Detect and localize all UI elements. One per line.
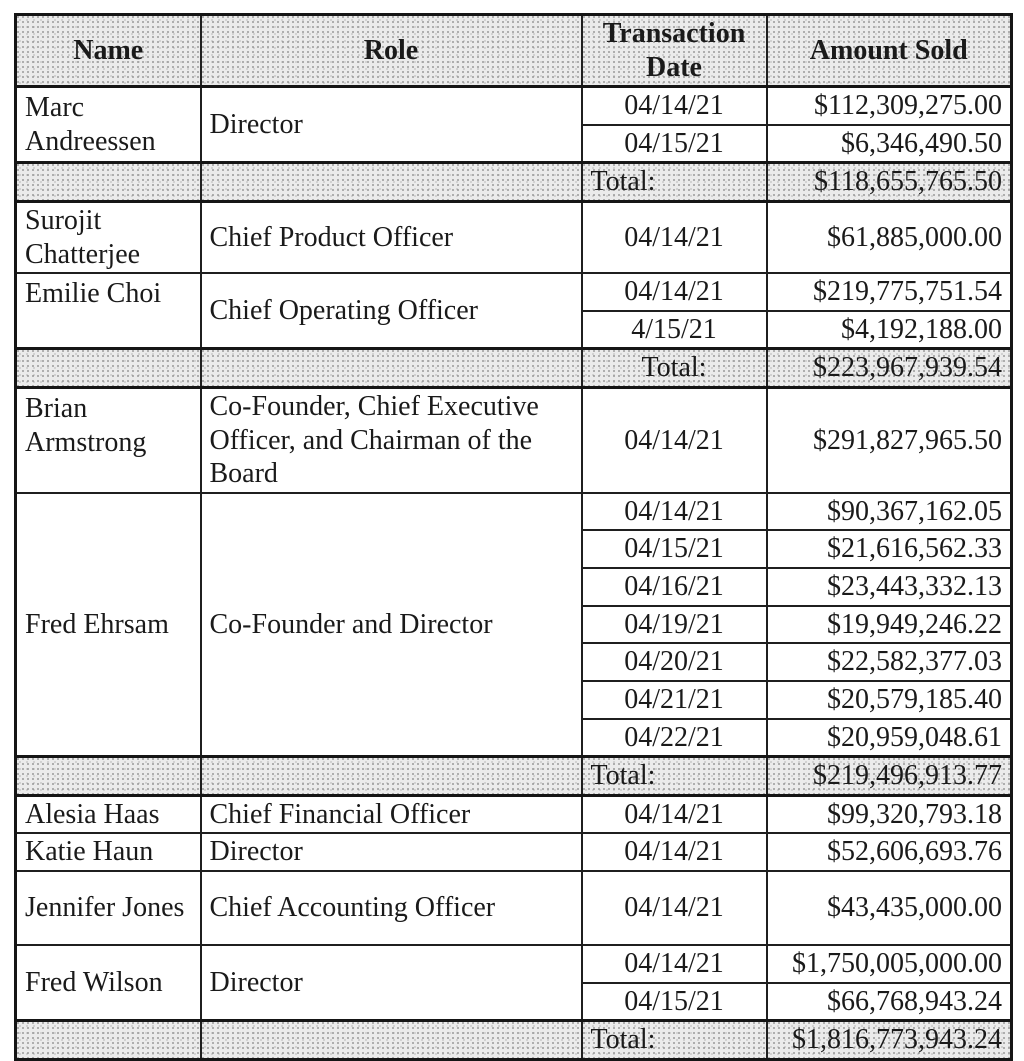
role-cell: Co-Founder and Director	[201, 493, 582, 757]
amount-cell: $43,435,000.00	[767, 871, 1012, 945]
date-cell: 04/16/21	[582, 568, 767, 606]
amount-cell: $19,949,246.22	[767, 606, 1012, 644]
amount-cell: $90,367,162.05	[767, 493, 1012, 531]
table-row	[16, 201, 1012, 273]
header-amount-sold: Amount Sold	[767, 15, 1012, 87]
total-label-cell: Total:	[582, 1021, 767, 1060]
amount-cell: $66,768,943.24	[767, 983, 1012, 1021]
amount-cell: $291,827,965.50	[767, 387, 1012, 492]
name-cell: Fred Wilson	[16, 945, 201, 1021]
role-cell: Director	[201, 87, 582, 163]
total-label-cell: Total:	[582, 757, 767, 796]
insider-sales-table	[14, 13, 1013, 1061]
total-row	[16, 757, 1012, 796]
amount-cell: $20,959,048.61	[767, 719, 1012, 757]
table-row	[16, 87, 1012, 125]
date-cell: 04/20/21	[582, 643, 767, 681]
header-transaction-date: Transaction Date	[582, 15, 767, 87]
date-cell: 04/14/21	[582, 87, 767, 125]
amount-cell: $4,192,188.00	[767, 311, 1012, 349]
total-spacer-role	[201, 349, 582, 388]
total-row	[16, 163, 1012, 202]
total-amount-cell: $223,967,939.54	[767, 349, 1012, 388]
date-cell: 04/22/21	[582, 719, 767, 757]
total-spacer-name	[16, 1021, 201, 1060]
date-cell: 04/14/21	[582, 833, 767, 871]
date-cell: 4/15/21	[582, 311, 767, 349]
table-row	[16, 795, 1012, 833]
amount-cell: $23,443,332.13	[767, 568, 1012, 606]
date-cell: 04/14/21	[582, 871, 767, 945]
total-label-cell: Total:	[582, 163, 767, 202]
total-amount-cell: $219,496,913.77	[767, 757, 1012, 796]
date-cell: 04/21/21	[582, 681, 767, 719]
name-cell: Surojit Chatterjee	[16, 201, 201, 273]
amount-cell: $61,885,000.00	[767, 201, 1012, 273]
amount-cell: $21,616,562.33	[767, 530, 1012, 568]
total-row	[16, 1021, 1012, 1060]
total-spacer-name	[16, 757, 201, 796]
total-label-cell: Total:	[582, 349, 767, 388]
role-cell: Co-Founder, Chief Executive Officer, and Chairman of the Board	[201, 387, 582, 492]
table-row	[16, 493, 1012, 531]
role-cell: Chief Accounting Officer	[201, 871, 582, 945]
total-spacer-name	[16, 349, 201, 388]
date-cell: 04/14/21	[582, 273, 767, 311]
total-spacer-role	[201, 163, 582, 202]
amount-cell: $6,346,490.50	[767, 125, 1012, 163]
total-amount-cell: $1,816,773,943.24	[767, 1021, 1012, 1060]
name-cell: Emilie Choi	[16, 273, 201, 349]
total-row	[16, 349, 1012, 388]
table-row	[16, 833, 1012, 871]
name-cell: Katie Haun	[16, 833, 201, 871]
date-cell: 04/14/21	[582, 493, 767, 531]
table-row	[16, 273, 1012, 311]
date-cell: 04/15/21	[582, 983, 767, 1021]
name-cell: Fred Ehrsam	[16, 493, 201, 757]
date-cell: 04/14/21	[582, 201, 767, 273]
role-cell: Director	[201, 945, 582, 1021]
role-cell: Chief Product Officer	[201, 201, 582, 273]
name-cell: Jennifer Jones	[16, 871, 201, 945]
date-cell: 04/15/21	[582, 125, 767, 163]
date-cell: 04/19/21	[582, 606, 767, 644]
name-cell: Alesia Haas	[16, 795, 201, 833]
total-amount-cell: $118,655,765.50	[767, 163, 1012, 202]
name-cell: Brian Armstrong	[16, 387, 201, 492]
table-row	[16, 387, 1012, 492]
date-cell: 04/14/21	[582, 945, 767, 983]
amount-cell: $52,606,693.76	[767, 833, 1012, 871]
header-role: Role	[201, 15, 582, 87]
total-spacer-name	[16, 163, 201, 202]
date-cell: 04/14/21	[582, 387, 767, 492]
total-spacer-role	[201, 1021, 582, 1060]
table-row	[16, 871, 1012, 945]
amount-cell: $22,582,377.03	[767, 643, 1012, 681]
amount-cell: $20,579,185.40	[767, 681, 1012, 719]
header-name: Name	[16, 15, 201, 87]
table-row	[16, 945, 1012, 983]
role-cell: Director	[201, 833, 582, 871]
total-spacer-role	[201, 757, 582, 796]
amount-cell: $1,750,005,000.00	[767, 945, 1012, 983]
amount-cell: $99,320,793.18	[767, 795, 1012, 833]
name-cell: Marc Andreessen	[16, 87, 201, 163]
amount-cell: $219,775,751.54	[767, 273, 1012, 311]
amount-cell: $112,309,275.00	[767, 87, 1012, 125]
date-cell: 04/15/21	[582, 530, 767, 568]
header-row	[16, 15, 1012, 87]
role-cell: Chief Financial Officer	[201, 795, 582, 833]
date-cell: 04/14/21	[582, 795, 767, 833]
role-cell: Chief Operating Officer	[201, 273, 582, 349]
